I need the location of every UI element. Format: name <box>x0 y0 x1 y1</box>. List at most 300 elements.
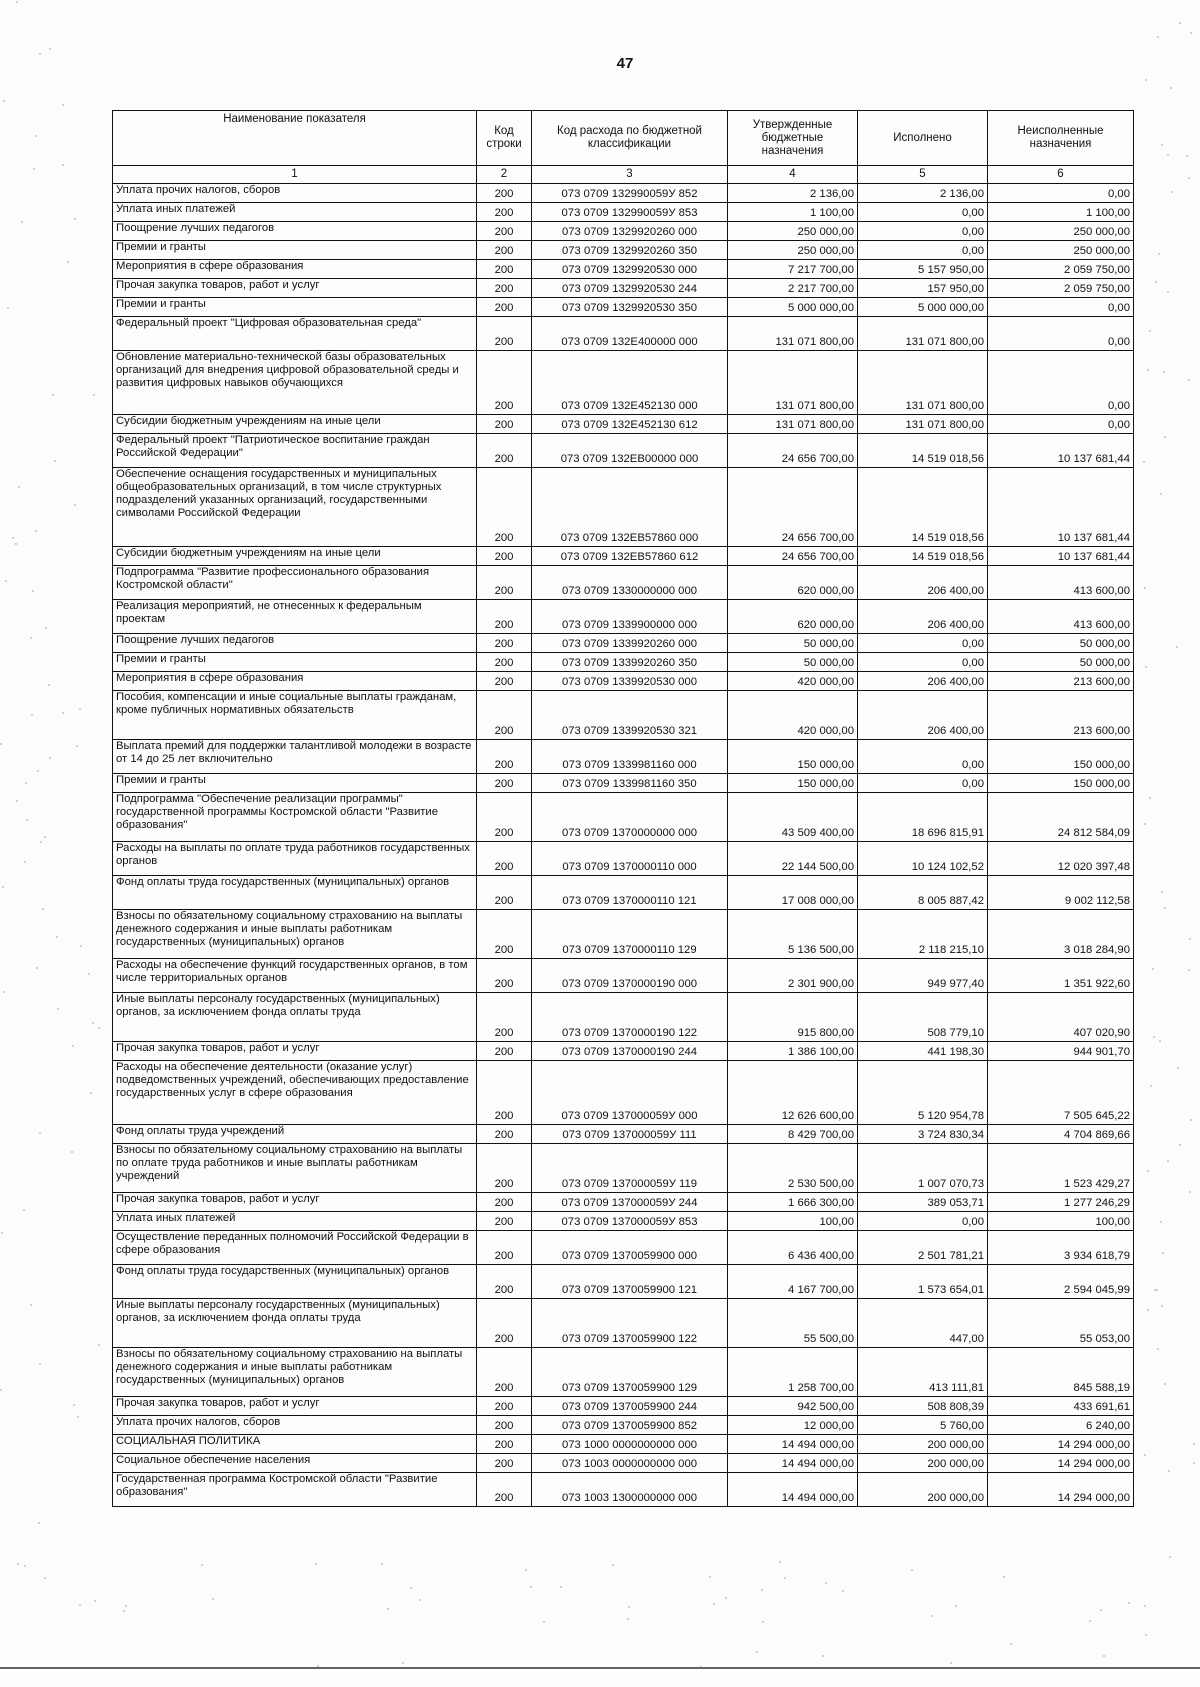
row-unexecuted-cell: 1 100,00 <box>988 203 1134 222</box>
row-executed-cell: 200 000,00 <box>858 1454 988 1473</box>
scan-speckle <box>1177 1067 1179 1069</box>
row-approved-cell: 8 429 700,00 <box>728 1125 858 1144</box>
row-approved-cell: 5 000 000,00 <box>728 298 858 317</box>
row-unexecuted-cell: 250 000,00 <box>988 241 1134 260</box>
table-row <box>113 1348 1134 1397</box>
row-expense-code-cell: 073 0709 1370059900 000 <box>532 1231 728 1265</box>
row-approved-cell: 5 136 500,00 <box>728 910 858 959</box>
row-unexecuted-cell: 213 600,00 <box>988 672 1134 691</box>
column-number: 4 <box>728 166 858 184</box>
scan-speckle <box>212 1598 214 1600</box>
row-name-cell: Мероприятия в сфере образования <box>113 260 477 279</box>
header-approved: Утвержденные бюджетные назначения <box>728 111 858 166</box>
scan-speckle <box>57 1008 59 1010</box>
scan-speckle <box>1161 1305 1163 1307</box>
row-line-code-cell: 200 <box>477 279 532 298</box>
scan-speckle <box>1157 36 1159 38</box>
table-row <box>113 600 1134 634</box>
row-expense-code-cell: 073 0709 1370000190 244 <box>532 1042 728 1061</box>
row-line-code-cell: 200 <box>477 1144 532 1193</box>
scan-speckle <box>17 1563 19 1565</box>
row-executed-cell: 206 400,00 <box>858 691 988 740</box>
scan-speckle <box>52 394 54 396</box>
scan-speckle <box>1150 1085 1152 1087</box>
column-number: 1 <box>113 166 477 184</box>
scan-speckle <box>419 1599 421 1601</box>
row-unexecuted-cell: 14 294 000,00 <box>988 1454 1134 1473</box>
row-approved-cell: 250 000,00 <box>728 241 858 260</box>
row-expense-code-cell: 073 0709 132E452130 612 <box>532 415 728 434</box>
row-expense-code-cell: 073 0709 137000059У 000 <box>532 1061 728 1125</box>
scan-speckle <box>1160 493 1162 495</box>
row-approved-cell: 131 071 800,00 <box>728 415 858 434</box>
header-expense-code: Код расхода по бюджетной классификации <box>532 111 728 166</box>
row-executed-cell: 206 400,00 <box>858 566 988 600</box>
row-line-code-cell: 200 <box>477 600 532 634</box>
scan-speckle <box>39 1132 41 1134</box>
row-executed-cell: 0,00 <box>858 1212 988 1231</box>
row-expense-code-cell: 073 0709 137000059У 111 <box>532 1125 728 1144</box>
row-unexecuted-cell: 0,00 <box>988 415 1134 434</box>
scan-speckle <box>1170 87 1172 89</box>
scan-speckle <box>1152 968 1154 970</box>
table-row <box>113 222 1134 241</box>
row-approved-cell: 150 000,00 <box>728 774 858 793</box>
table-row <box>113 672 1134 691</box>
scan-speckle <box>1179 1144 1181 1146</box>
scan-speckle <box>1164 1383 1166 1385</box>
row-name-cell: Обновление материально-технической базы образовательных организаций для внедрения цифровой образовательной среды и развития цифровых навыков обучающихся <box>113 351 477 415</box>
scan-speckle <box>1144 823 1146 825</box>
row-name-cell: Расходы на обеспечение деятельности (оказание услуг) подведомственных учреждений, обеспечивающих предоставление государственных услуг в сфере образования <box>113 1061 477 1125</box>
row-approved-cell: 131 071 800,00 <box>728 351 858 415</box>
scan-speckle <box>612 1564 614 1566</box>
table-row <box>113 691 1134 740</box>
column-number: 2 <box>477 166 532 184</box>
row-executed-cell: 157 950,00 <box>858 279 988 298</box>
row-line-code-cell: 200 <box>477 842 532 876</box>
table-row <box>113 547 1134 566</box>
table-row <box>113 1061 1134 1125</box>
scan-speckle <box>1149 797 1151 799</box>
scan-speckle <box>40 841 42 843</box>
row-expense-code-cell: 073 0709 132990059У 852 <box>532 184 728 203</box>
row-approved-cell: 915 800,00 <box>728 993 858 1042</box>
page-number: 47 <box>616 55 634 72</box>
table-row <box>113 1265 1134 1299</box>
scan-speckle <box>35 135 37 137</box>
scan-speckle <box>825 1582 827 1584</box>
scan-speckle <box>15 543 17 545</box>
row-unexecuted-cell: 55 053,00 <box>988 1299 1134 1348</box>
scan-speckle <box>79 708 81 710</box>
row-executed-cell: 1 007 070,73 <box>858 1144 988 1193</box>
row-expense-code-cell: 073 0709 1370059900 244 <box>532 1397 728 1416</box>
row-line-code-cell: 200 <box>477 298 532 317</box>
row-approved-cell: 131 071 800,00 <box>728 317 858 351</box>
row-name-cell: Прочая закупка товаров, работ и услуг <box>113 279 477 298</box>
scan-speckle <box>74 218 76 220</box>
row-executed-cell: 5 157 950,00 <box>858 260 988 279</box>
scan-speckle <box>1171 191 1173 193</box>
scan-speckle <box>32 590 34 592</box>
row-unexecuted-cell: 1 351 922,60 <box>988 959 1134 993</box>
row-expense-code-cell: 073 0709 132990059У 853 <box>532 203 728 222</box>
row-name-cell: Мероприятия в сфере образования <box>113 672 477 691</box>
scan-speckle <box>1169 1556 1171 1558</box>
scan-speckle <box>0 1389 2 1391</box>
scan-speckle <box>48 684 50 686</box>
scan-speckle <box>1154 1289 1156 1291</box>
scan-speckle <box>16 1 18 3</box>
row-name-cell: Фонд оплаты труда государственных (муниципальных) органов <box>113 1265 477 1299</box>
table-row <box>113 351 1134 415</box>
row-approved-cell: 22 144 500,00 <box>728 842 858 876</box>
row-expense-code-cell: 073 0709 137000059У 244 <box>532 1193 728 1212</box>
row-approved-cell: 100,00 <box>728 1212 858 1231</box>
scan-speckle <box>45 627 47 629</box>
column-number: 3 <box>532 166 728 184</box>
scan-speckle <box>98 1344 100 1346</box>
row-name-cell: Поощрение лучших педагогов <box>113 222 477 241</box>
table-row <box>113 184 1134 203</box>
row-executed-cell: 18 696 815,91 <box>858 793 988 842</box>
scan-speckle <box>31 714 33 716</box>
row-unexecuted-cell: 413 600,00 <box>988 600 1134 634</box>
table-row <box>113 1435 1134 1454</box>
scan-speckle <box>842 1590 844 1592</box>
table-row <box>113 241 1134 260</box>
scan-speckle <box>62 712 64 714</box>
row-executed-cell: 200 000,00 <box>858 1435 988 1454</box>
row-line-code-cell: 200 <box>477 1416 532 1435</box>
row-approved-cell: 24 656 700,00 <box>728 434 858 468</box>
row-approved-cell: 7 217 700,00 <box>728 260 858 279</box>
scan-speckle <box>26 819 28 821</box>
row-name-cell: Прочая закупка товаров, работ и услуг <box>113 1042 477 1061</box>
scan-speckle <box>1167 1160 1169 1162</box>
scan-speckle <box>1145 666 1147 668</box>
table-row <box>113 910 1134 959</box>
scan-speckle <box>1190 32 1192 34</box>
row-unexecuted-cell: 413 600,00 <box>988 566 1134 600</box>
table-row <box>113 993 1134 1042</box>
scan-speckle <box>1089 1620 1091 1622</box>
row-expense-code-cell: 073 0709 132E400000 000 <box>532 317 728 351</box>
scan-speckle <box>201 1564 203 1566</box>
row-name-cell: Социальное обеспечение населения <box>113 1454 477 1473</box>
row-approved-cell: 24 656 700,00 <box>728 547 858 566</box>
row-executed-cell: 5 120 954,78 <box>858 1061 988 1125</box>
column-number: 5 <box>858 166 988 184</box>
row-approved-cell: 14 494 000,00 <box>728 1473 858 1507</box>
row-line-code-cell: 200 <box>477 1125 532 1144</box>
scan-speckle <box>71 1151 73 1153</box>
row-expense-code-cell: 073 0709 1370000000 000 <box>532 793 728 842</box>
row-line-code-cell: 200 <box>477 1435 532 1454</box>
scan-speckle <box>1144 1605 1146 1607</box>
scan-speckle <box>79 1604 81 1606</box>
scan-speckle <box>21 221 23 223</box>
row-executed-cell: 206 400,00 <box>858 600 988 634</box>
table-header-row <box>113 111 1134 166</box>
scan-speckle <box>950 1662 952 1664</box>
table-row <box>113 1144 1134 1193</box>
scan-speckle <box>38 1522 40 1524</box>
table-row <box>113 1416 1134 1435</box>
scan-speckle <box>1103 1655 1105 1657</box>
scan-speckle <box>39 53 41 55</box>
scan-speckle <box>1167 291 1169 293</box>
scan-speckle <box>30 1304 32 1306</box>
scan-speckle <box>1189 1191 1191 1193</box>
scan-speckle <box>76 745 78 747</box>
scan-speckle <box>955 1605 957 1607</box>
table-row <box>113 1042 1134 1061</box>
scan-speckle <box>18 486 20 488</box>
row-unexecuted-cell: 250 000,00 <box>988 222 1134 241</box>
table-row <box>113 415 1134 434</box>
table-row <box>113 566 1134 600</box>
row-unexecuted-cell: 845 588,19 <box>988 1348 1134 1397</box>
scan-speckle <box>1161 144 1163 146</box>
row-approved-cell: 150 000,00 <box>728 740 858 774</box>
row-unexecuted-cell: 0,00 <box>988 184 1134 203</box>
scan-speckle <box>125 1605 127 1607</box>
row-executed-cell: 131 071 800,00 <box>858 415 988 434</box>
scan-speckle <box>73 1404 75 1406</box>
row-name-cell: Уплата прочих налогов, сборов <box>113 1416 477 1435</box>
scan-speckle <box>713 1603 715 1605</box>
scan-speckle <box>88 973 90 975</box>
scan-bottom-edge <box>0 1667 1200 1669</box>
row-expense-code-cell: 073 1000 0000000000 000 <box>532 1435 728 1454</box>
row-unexecuted-cell: 2 059 750,00 <box>988 279 1134 298</box>
row-unexecuted-cell: 100,00 <box>988 1212 1134 1231</box>
scan-speckle <box>1161 891 1163 893</box>
scan-speckle <box>37 770 39 772</box>
row-executed-cell: 5 000 000,00 <box>858 298 988 317</box>
scan-speckle <box>72 1045 74 1047</box>
row-approved-cell: 50 000,00 <box>728 653 858 672</box>
row-approved-cell: 50 000,00 <box>728 634 858 653</box>
row-executed-cell: 389 053,71 <box>858 1193 988 1212</box>
row-unexecuted-cell: 150 000,00 <box>988 740 1134 774</box>
table-row <box>113 1397 1134 1416</box>
table-row <box>113 774 1134 793</box>
row-line-code-cell: 200 <box>477 547 532 566</box>
row-line-code-cell: 200 <box>477 1473 532 1507</box>
row-expense-code-cell: 073 0709 1370000190 122 <box>532 993 728 1042</box>
scan-speckle <box>7 307 9 309</box>
row-approved-cell: 620 000,00 <box>728 566 858 600</box>
row-unexecuted-cell: 0,00 <box>988 317 1134 351</box>
row-approved-cell: 2 136,00 <box>728 184 858 203</box>
row-line-code-cell: 200 <box>477 993 532 1042</box>
row-executed-cell: 0,00 <box>858 241 988 260</box>
row-name-cell: Расходы на выплаты по оплате труда работников государственных органов <box>113 842 477 876</box>
table-row <box>113 876 1134 910</box>
row-name-cell: Выплата премий для поддержки талантливой молодежи в возрасте от 14 до 25 лет включительно <box>113 740 477 774</box>
table-row <box>113 203 1134 222</box>
scan-speckle <box>1186 155 1188 157</box>
row-expense-code-cell: 073 0709 1370000110 000 <box>532 842 728 876</box>
scan-speckle <box>1153 1036 1155 1038</box>
scan-speckle <box>44 1577 46 1579</box>
row-line-code-cell: 200 <box>477 876 532 910</box>
scan-speckle <box>93 394 95 396</box>
table-row <box>113 298 1134 317</box>
row-name-cell: Уплата иных платежей <box>113 1212 477 1231</box>
scan-speckle <box>1179 22 1181 24</box>
row-approved-cell: 4 167 700,00 <box>728 1265 858 1299</box>
row-executed-cell: 5 760,00 <box>858 1416 988 1435</box>
scan-speckle <box>756 1651 758 1653</box>
scan-speckle <box>387 1608 389 1610</box>
scan-speckle <box>1176 646 1178 648</box>
scan-speckle <box>49 757 51 759</box>
scan-speckle <box>123 1610 125 1612</box>
row-line-code-cell: 200 <box>477 241 532 260</box>
row-executed-cell: 508 808,39 <box>858 1397 988 1416</box>
row-unexecuted-cell: 6 240,00 <box>988 1416 1134 1435</box>
row-line-code-cell: 200 <box>477 1042 532 1061</box>
row-line-code-cell: 200 <box>477 1454 532 1473</box>
row-unexecuted-cell: 50 000,00 <box>988 653 1134 672</box>
row-unexecuted-cell: 0,00 <box>988 298 1134 317</box>
row-line-code-cell: 200 <box>477 1348 532 1397</box>
table-row <box>113 260 1134 279</box>
row-approved-cell: 6 436 400,00 <box>728 1231 858 1265</box>
row-executed-cell: 8 005 887,42 <box>858 876 988 910</box>
row-name-cell: Фонд оплаты труда государственных (муниципальных) органов <box>113 876 477 910</box>
row-unexecuted-cell: 433 691,61 <box>988 1397 1134 1416</box>
scan-speckle <box>98 1027 100 1029</box>
row-executed-cell: 2 136,00 <box>858 184 988 203</box>
row-name-cell: Взносы по обязательному социальному страхованию на выплаты по оплате труда работников и иные выплаты работникам учреждений <box>113 1144 477 1193</box>
row-name-cell: Взносы по обязательному социальному страхованию на выплаты денежного содержания и иные выплаты работникам государственных (муниципальных) органов <box>113 910 477 959</box>
scan-speckle <box>1145 1634 1147 1636</box>
scan-speckle <box>1162 1252 1164 1254</box>
scan-speckle <box>402 1662 404 1664</box>
scan-speckle <box>30 637 32 639</box>
scan-speckle <box>1164 436 1166 438</box>
row-approved-cell: 17 008 000,00 <box>728 876 858 910</box>
row-expense-code-cell: 073 0709 1339920260 000 <box>532 634 728 653</box>
scan-speckle <box>543 1621 545 1623</box>
scan-speckle <box>74 504 76 506</box>
scan-speckle <box>35 530 37 532</box>
scan-speckle <box>77 1416 79 1418</box>
scan-speckle <box>39 1363 41 1365</box>
scan-speckle <box>94 1600 96 1602</box>
row-line-code-cell: 200 <box>477 415 532 434</box>
row-line-code-cell: 200 <box>477 634 532 653</box>
row-expense-code-cell: 073 0709 1370059900 121 <box>532 1265 728 1299</box>
row-line-code-cell: 200 <box>477 672 532 691</box>
scan-speckle <box>1010 1643 1012 1645</box>
row-name-cell: Пособия, компенсации и иные социальные выплаты гражданам, кроме публичных нормативных обязательств <box>113 691 477 740</box>
row-unexecuted-cell: 10 137 681,44 <box>988 468 1134 547</box>
scan-speckle <box>33 168 35 170</box>
scan-speckle <box>12 537 14 539</box>
row-unexecuted-cell: 12 020 397,48 <box>988 842 1134 876</box>
scan-speckle <box>92 1022 94 1024</box>
row-executed-cell: 1 573 654,01 <box>858 1265 988 1299</box>
row-name-cell: Фонд оплаты труда учреждений <box>113 1125 477 1144</box>
row-line-code-cell: 200 <box>477 434 532 468</box>
scan-speckle <box>1167 154 1169 156</box>
scan-speckle <box>709 1576 711 1578</box>
scan-speckle <box>525 1569 527 1571</box>
row-name-cell: Прочая закупка товаров, работ и услуг <box>113 1397 477 1416</box>
table-row <box>113 1125 1134 1144</box>
row-executed-cell: 0,00 <box>858 774 988 793</box>
table-row <box>113 842 1134 876</box>
row-name-cell: Премии и гранты <box>113 298 477 317</box>
row-unexecuted-cell: 1 523 429,27 <box>988 1144 1134 1193</box>
header-indicator-name: Наименование показателя <box>113 111 477 166</box>
row-line-code-cell: 200 <box>477 774 532 793</box>
scan-speckle <box>1156 1289 1158 1291</box>
scan-speckle <box>1147 369 1149 371</box>
row-name-cell: Федеральный проект "Цифровая образовательная среда" <box>113 317 477 351</box>
column-number: 6 <box>988 166 1134 184</box>
header-unexecuted: Неисполненные назначения <box>988 111 1134 166</box>
row-line-code-cell: 200 <box>477 566 532 600</box>
row-line-code-cell: 200 <box>477 184 532 203</box>
row-approved-cell: 12 000,00 <box>728 1416 858 1435</box>
row-approved-cell: 43 509 400,00 <box>728 793 858 842</box>
row-approved-cell: 420 000,00 <box>728 691 858 740</box>
row-expense-code-cell: 073 0709 1339920260 350 <box>532 653 728 672</box>
row-line-code-cell: 200 <box>477 1061 532 1125</box>
row-expense-code-cell: 073 0709 1370000110 121 <box>532 876 728 910</box>
row-unexecuted-cell: 150 000,00 <box>988 774 1134 793</box>
scan-speckle <box>1157 1348 1159 1350</box>
row-expense-code-cell: 073 0709 1329920260 000 <box>532 222 728 241</box>
table-row <box>113 1454 1134 1473</box>
scan-speckle <box>1100 1609 1102 1611</box>
row-name-cell: Государственная программа Костромской области "Развитие образования" <box>113 1473 477 1507</box>
row-name-cell: Расходы на обеспечение функций государственных органов, в том числе территориальных органов <box>113 959 477 993</box>
row-executed-cell: 508 779,10 <box>858 993 988 1042</box>
row-line-code-cell: 200 <box>477 222 532 241</box>
row-approved-cell: 12 626 600,00 <box>728 1061 858 1125</box>
row-expense-code-cell: 073 1003 0000000000 000 <box>532 1454 728 1473</box>
row-executed-cell: 0,00 <box>858 634 988 653</box>
scan-speckle <box>1003 1576 1005 1578</box>
row-name-cell: Реализация мероприятий, не отнесенных к федеральным проектам <box>113 600 477 634</box>
row-name-cell: Федеральный проект "Патриотическое воспитание граждан Российской Федерации" <box>113 434 477 468</box>
row-expense-code-cell: 073 1003 1300000000 000 <box>532 1473 728 1507</box>
row-line-code-cell: 200 <box>477 1212 532 1231</box>
scan-speckle <box>62 164 64 166</box>
scan-speckle <box>1159 1040 1161 1042</box>
scan-speckle <box>725 1597 727 1599</box>
table-row <box>113 1212 1134 1231</box>
table-row <box>113 959 1134 993</box>
scan-speckle <box>1147 1309 1149 1311</box>
table-row <box>113 279 1134 298</box>
row-executed-cell: 2 118 215,10 <box>858 910 988 959</box>
scan-speckle <box>1155 281 1157 283</box>
row-line-code-cell: 200 <box>477 351 532 415</box>
scan-speckle <box>779 1561 781 1563</box>
row-name-cell: Поощрение лучших педагогов <box>113 634 477 653</box>
scan-speckle <box>1147 1170 1149 1172</box>
row-approved-cell: 2 217 700,00 <box>728 279 858 298</box>
